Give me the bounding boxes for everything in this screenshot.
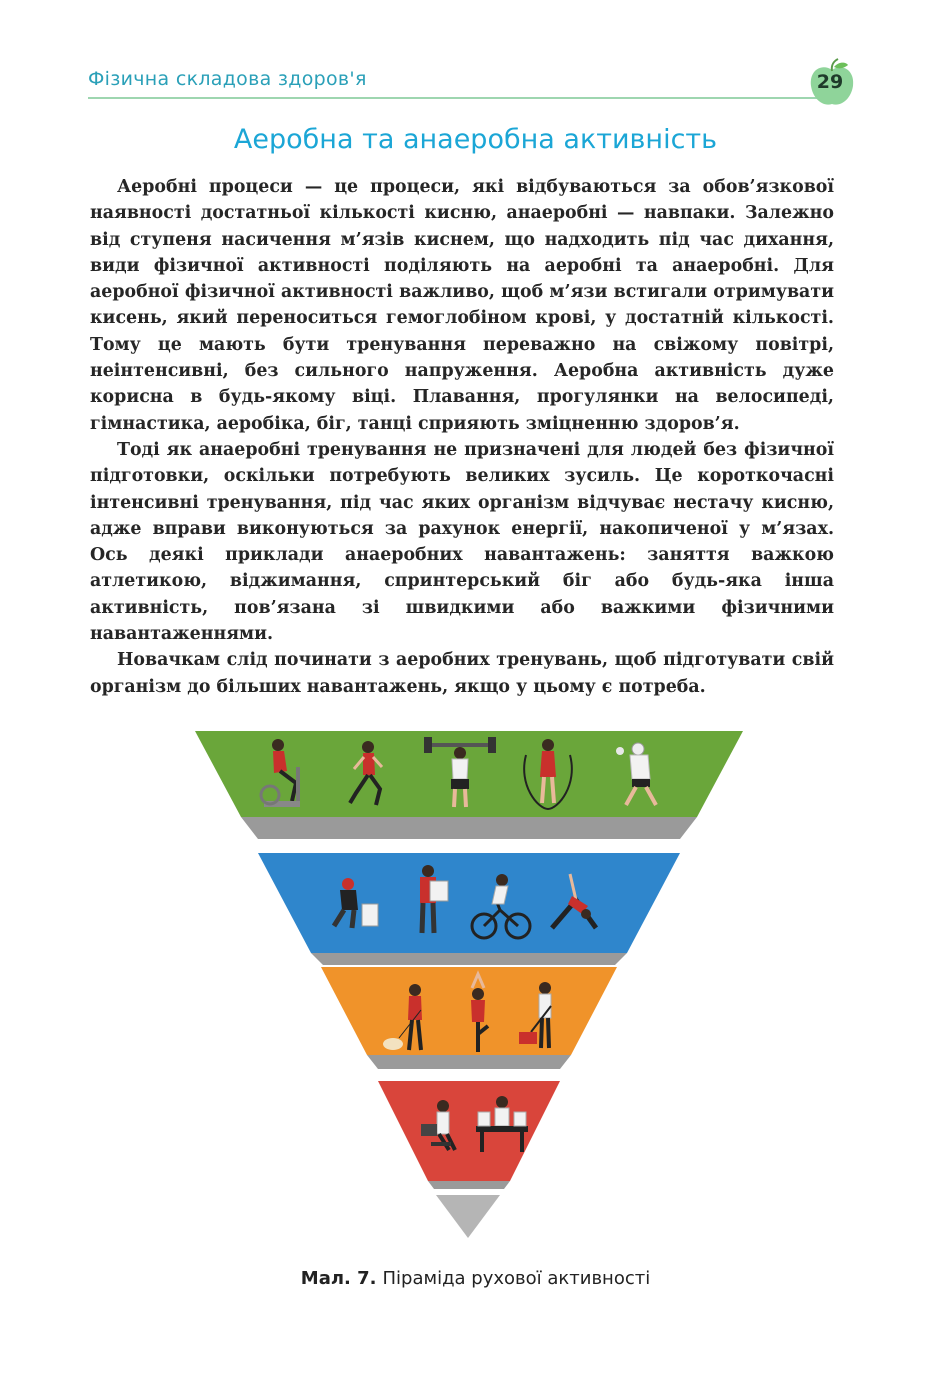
activity-pyramid: [190, 725, 750, 1245]
pyramid-tier-2: [258, 853, 680, 965]
header-rule: [88, 97, 823, 99]
figure-caption: [0, 1268, 951, 1289]
caption-label: Мал. 7.: [300, 1268, 377, 1289]
pyramid-tier-3: [321, 967, 617, 1069]
paragraph: Новачкам слід починати з аеробних тренувань, щоб підготувати свій організм до більших навантажень, якщо у цьому є потреба.: [90, 650, 834, 697]
body-text: [90, 174, 834, 700]
running-header-title: Фізична складова здоров'я: [88, 68, 367, 90]
pyramid-tier-4: [378, 1081, 560, 1189]
paragraph: Тоді як анаеробні тренування не призначені для людей без фізичної підготовки, оскільки потребують великих зусиль. Це короткочасні інтенсивні тренування, під час яких організм відчуває нестачу кисню, адже вправи виконуються за рахунок енергії, накопиченої у м’язах. Ось деякі приклади анаеробних навантажень: заняття важкою атлетикою, віджимання, спринтерський біг або будь-яка інша активність, пов’язана зі швидкими або важкими фізичними навантаженнями.: [90, 439, 834, 645]
page-number: 29: [816, 71, 844, 93]
pyramid-tier-5: [436, 1195, 500, 1238]
caption-text: Піраміда рухової активності: [382, 1268, 651, 1289]
page-number-badge: [806, 58, 856, 108]
paragraph: Аеробні процеси — це процеси, які відбуваються за обов’язкової наявності достатньої кількості кисню, анаеробні — навпаки. Залежно від ступеня насичення м’язів киснем, що надходить під час дихання, види фізичної активності поділяють на аеробні та анаеробні. Для аеробної фізичної активності важливо, щоб м’язи встигали отримувати кисень, який переноситься гемоглобіном крові, у достатній кількості. Тому це мають бути тренування переважно на свіжому повітрі, неінтенсивні, без сильного напруження. Аеробна активність дуже корисна в будь-якому віці. Плавання, прогулянки на велосипеді, гімнастика, аеробіка, біг, танці сприяють зміцненню здоров’я.: [90, 177, 834, 434]
section-title: Аеробна та анаеробна активність: [233, 124, 718, 155]
